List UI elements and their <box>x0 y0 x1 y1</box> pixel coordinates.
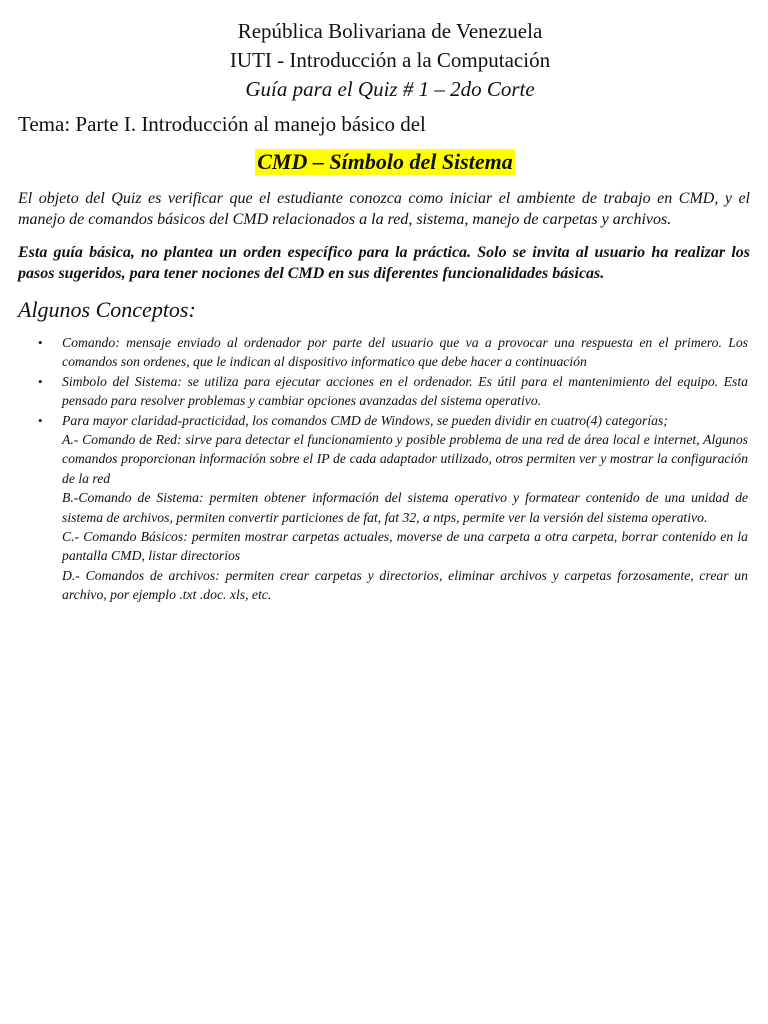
cmd-title-wrap <box>0 149 768 175</box>
concept-item <box>20 333 748 372</box>
category-archivos: D.- Comandos de archivos: permiten crear carpetas y directorios, eliminar archivos y carpetas forzosamente, crear un archivo, por ejemplo .txt .doc. xls, etc. <box>62 567 748 603</box>
concepts-list <box>20 333 748 605</box>
document-header <box>0 0 768 104</box>
category-sistema: B.-Comando de Sistema: permiten obtener información del sistema operativo y formatear contenido de una unidad de sistema de archivos, permiten convertir particiones de fat, fat 32, a ntps, permite ver la versión del sistema operativo. <box>62 490 748 525</box>
header-country: República Bolivariana de Venezuela <box>237 19 543 43</box>
header-course: IUTI - Introducción a la Computación <box>229 48 551 72</box>
header-guide-title: Guía para el Quiz # 1 – 2do Corte <box>245 77 535 101</box>
bullet-icon: • <box>38 335 43 350</box>
concept-item <box>20 372 748 411</box>
category-basicos: C.- Comando Básicos: permiten mostrar carpetas actuales, moverse de una carpeta a otra carpeta, borrar contenido en la pantalla CMD, listar directorios <box>62 529 748 564</box>
intro-paragraph: El objeto del Quiz es verificar que el estudiante conozca como iniciar el ambiente de trabajo en CMD, y el manejo de comandos básicos del CMD relacionados a la red, sistema, manejo de carpetas y archivos. <box>18 190 750 228</box>
instructions-paragraph: Esta guía básica, no plantea un orden específico para la práctica. Solo se invita al usuario ha realizar los pasos sugeridos, para tener nociones del CMD en sus diferentes funcionalidades básicas. <box>18 244 750 282</box>
topic-line: Tema: Parte I. Introducción al manejo básico del <box>18 112 426 136</box>
concept-item <box>20 411 748 605</box>
bullet-icon: • <box>38 412 43 428</box>
category-red: A.- Comando de Red: sirve para detectar el funcionamiento y posible problema de una red de área local e internet, Algunos comandos proporcionan información sobre el IP de cada adaptador utilizado, otros permiten ver y mostrar la configuración de la red <box>62 432 748 486</box>
concept-text: Comando: mensaje enviado al ordenador por parte del usuario que va a provocar una respuesta en el primero. Los comandos son ordenes, que le indican al dispositivo informatico que debe hacer a continuación <box>62 335 748 370</box>
concept-text: Para mayor claridad-practicidad, los comandos CMD de Windows, se pueden dividir en cuatro(4) categorías; <box>62 412 668 428</box>
bullet-icon: • <box>38 373 43 389</box>
concept-text: Simbolo del Sistema: se utiliza para ejecutar acciones en el ordenador. Es útil para el mantenimiento del equipo. Esta pensado para resolver problemas y cambiar opciones avanzadas del sistema operativo. <box>62 373 748 409</box>
cmd-title-highlighted: CMD – Símbolo del Sistema <box>257 149 513 174</box>
concepts-heading: Algunos Conceptos: <box>18 297 196 322</box>
